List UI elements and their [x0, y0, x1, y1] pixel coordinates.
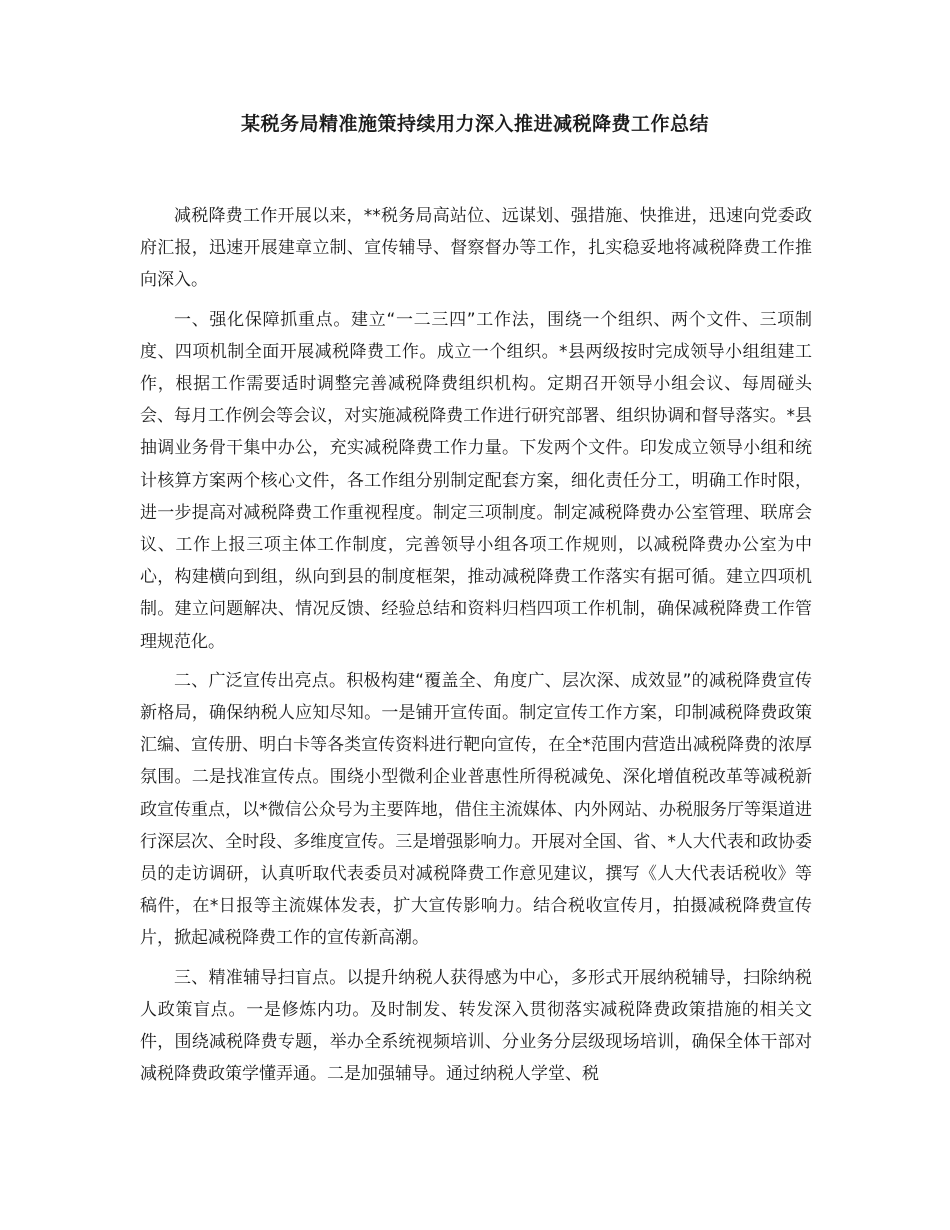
paragraph-section-3: 三、精准辅导扫盲点。以提升纳税人获得感为中心，多形式开展纳税辅导，扫除纳税人政策盲点。一是修炼内功。及时制发、转发深入贯彻落实减税降费政策措施的相关文件，围绕减税降费专题，举办全系统视频培训、分业务分层级现场培训，确保全体干部对减税降费政策学懂弄通。二是加强辅导。通过纳税人学堂、税	[140, 967, 812, 1085]
paragraph-section-1: 一、强化保障抓重点。建立“一二三四”工作法，围绕一个组织、两个文件、三项制度、四项机制全面开展减税降费工作。成立一个组织。*县两级按时完成领导小组组建工作，根据工作需要适时调整完善减税降费组织机构。定期召开领导小组会议、每周碰头会、每月工作例会等会议，对实施减税降费工作进行研究部署、组织协调和督导落实。*县抽调业务骨干集中办公，充实减税降费工作力量。下发两个文件。印发成立领导小组和统计核算方案两个核心文件，各工作组分别制定配套方案，细化责任分工，明确工作时限，进一步提高对减税降费工作重视程度。制定三项制度。制定减税降费办公室管理、联席会议、工作上报三项主体工作制度，完善领导小组各项工作规则，以减税降费办公室为中心，构建横向到组，纵向到县的制度框架，推动减税降费工作落实有据可循。建立四项机制。建立问题解决、情况反馈、经验总结和资料归档四项工作机制，确保减税降费工作管理规范化。	[140, 309, 812, 652]
document-body	[140, 200, 812, 1097]
document-title: 某税务局精准施策持续用力深入推进减税降费工作总结	[240, 113, 709, 135]
paragraph-section-2: 二、广泛宣传出亮点。积极构建“覆盖全、角度广、层次深、成效显”的减税降费宣传新格局，确保纳税人应知尽知。一是铺开宣传面。制定宣传工作方案，印制减税降费政策汇编、宣传册、明白卡等各类宣传资料进行靶向宣传，在全*范围内营造出减税降费的浓厚氛围。二是找准宣传点。围绕小型微利企业普惠性所得税减免、深化增值税改革等减税新政宣传重点，以*微信公众号为主要阵地，借住主流媒体、内外网站、办税服务厅等渠道进行深层次、全时段、多维度宣传。三是增强影响力。开展对全国、省、*人大代表和政协委员的走访调研，认真听取代表委员对减税降费工作意见建议，撰写《人大代表话税收》等稿件，在*日报等主流媒体发表，扩大宣传影响力。结合税收宣传月，拍摄减税降费宣传片，掀起减税降费工作的宣传新高潮。	[140, 670, 812, 949]
paragraph-intro: 减税降费工作开展以来，**税务局高站位、远谋划、强措施、快推进，迅速向党委政府汇报，迅速开展建章立制、宣传辅导、督察督办等工作，扎实稳妥地将减税降费工作推向深入。	[140, 206, 812, 291]
